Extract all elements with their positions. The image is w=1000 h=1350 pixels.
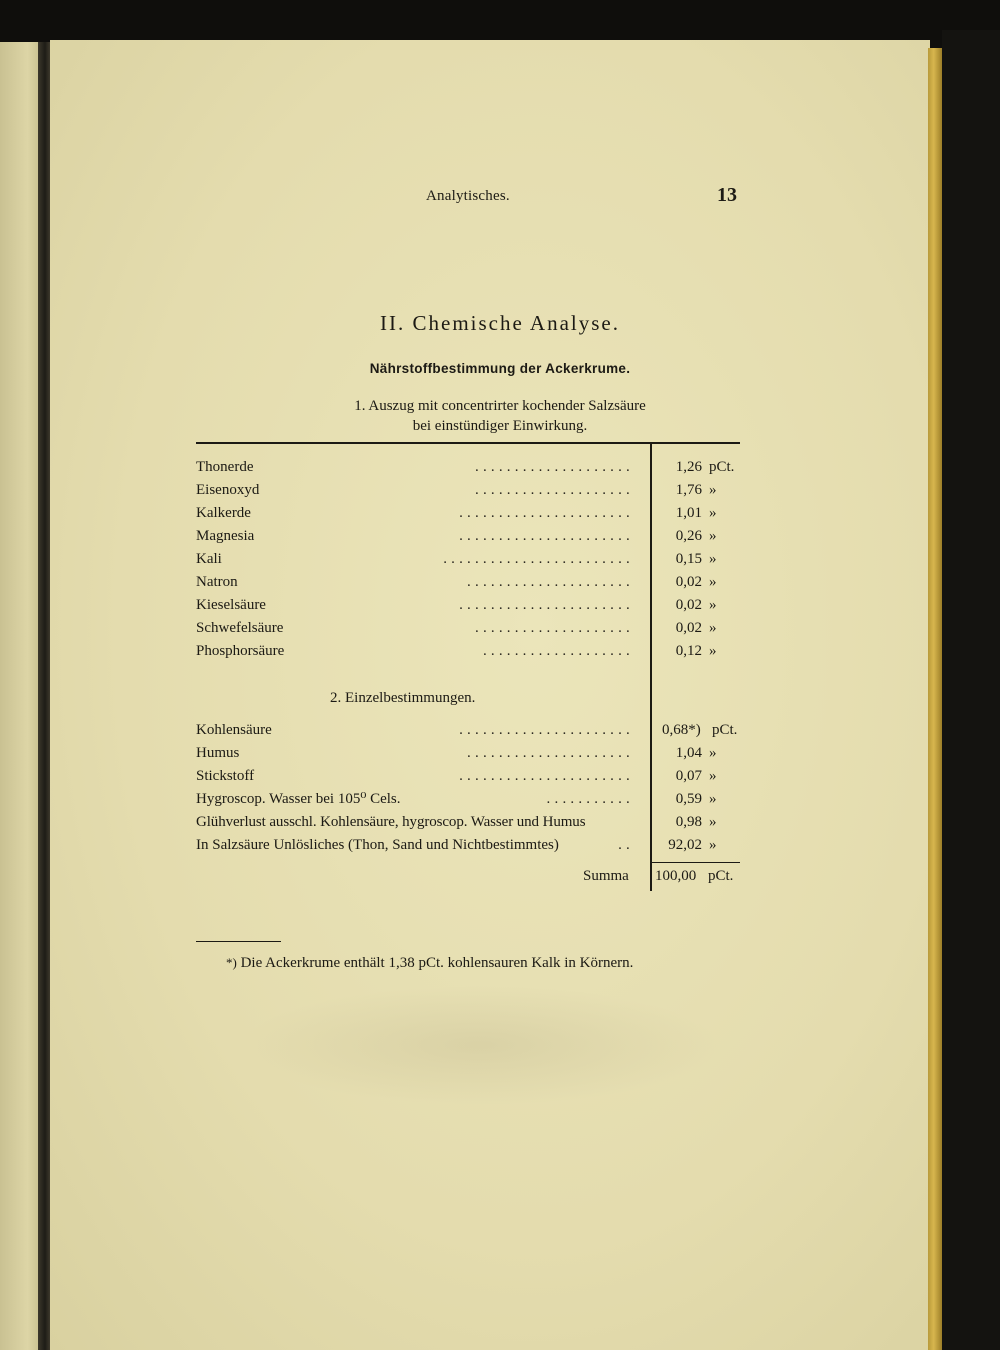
row-value: 1,76 (675, 482, 702, 498)
table-top-rule (196, 442, 740, 444)
row-label: Natron (196, 574, 238, 590)
row-unit: » (709, 791, 717, 807)
leader-dots: .................... (475, 459, 634, 475)
table-row (196, 456, 744, 478)
leader-dots: ...................... (459, 722, 634, 738)
row-unit: » (709, 574, 717, 590)
row-unit: » (709, 814, 717, 830)
page-number: 13 (717, 184, 737, 206)
table-row (196, 742, 744, 764)
part1-heading (0, 396, 1000, 436)
row-label: Magnesia (196, 528, 255, 544)
row-unit: » (709, 528, 717, 544)
book-cover (942, 30, 1000, 1350)
leader-dots: .. (618, 837, 634, 853)
table-row (196, 640, 744, 662)
row-label: Humus (196, 745, 240, 761)
table-row (196, 765, 744, 787)
part1-heading-line2: bei einstündiger Einwirkung. (412, 418, 588, 434)
row-label: Schwefelsäure (196, 620, 284, 636)
row-label: Stickstoff (196, 768, 255, 784)
row-label: Kali (196, 551, 222, 567)
table-row (196, 834, 744, 856)
footnote-text: Die Ackerkrume enthält 1,38 pCt. kohlensauren Kalk in Körnern. (240, 955, 634, 971)
table-row (196, 479, 744, 501)
row-unit: pCt. (712, 722, 738, 738)
section-subtitle: Nährstoffbestimmung der Ackerkrume. (369, 361, 631, 376)
row-value: 1,26 (675, 459, 702, 475)
leader-dots: .................... (475, 620, 634, 636)
row-label: Thonerde (196, 459, 254, 475)
section-title: II. Chemische Analyse. (380, 311, 620, 335)
part2-heading: 2. Einzelbestimmungen. (330, 690, 476, 706)
row-label: Phosphorsäure (196, 643, 285, 659)
table-row (196, 811, 744, 833)
leader-dots: ........................ (443, 551, 634, 567)
row-value: 0,12 (675, 643, 702, 659)
row-label: In Salzsäure Unlösliches (Thon, Sand und Nichtbestimmtes) (196, 837, 559, 853)
row-value: 0,07 (675, 768, 702, 784)
leader-dots: ........... (546, 791, 634, 807)
leader-dots: .................... (475, 482, 634, 498)
summa-value: 100,00 (655, 868, 697, 884)
row-unit: » (709, 745, 717, 761)
table-row (196, 594, 744, 616)
row-value: 0,68*) (662, 722, 701, 738)
row-label: Kieselsäure (196, 597, 266, 613)
leader-dots: ...................... (459, 597, 634, 613)
row-value: 0,02 (675, 574, 702, 590)
table-row (196, 548, 744, 570)
table-row (196, 719, 744, 741)
row-value: 1,04 (675, 745, 702, 761)
row-unit: » (709, 551, 717, 567)
leader-dots: ...................... (459, 505, 634, 521)
leader-dots: ..................... (467, 574, 634, 590)
row-value: 0,15 (675, 551, 702, 567)
leader-dots: ...................... (459, 768, 634, 784)
table-row (196, 502, 744, 524)
leader-dots: ...................... (459, 528, 634, 544)
summa-rule (650, 862, 740, 863)
table-row (196, 617, 744, 639)
footnote-marker: *) (226, 955, 237, 970)
row-label: Eisenoxyd (196, 482, 260, 498)
summa-unit: pCt. (708, 868, 734, 884)
row-unit: pCt. (709, 459, 735, 475)
table-row (196, 571, 744, 593)
footnote (226, 955, 633, 972)
row-value: 1,01 (675, 505, 702, 521)
row-value: 0,26 (675, 528, 702, 544)
bleed-through-shadow (240, 985, 720, 1105)
part1-heading-line1: 1. Auszug mit concentrirter kochender Salzsäure (354, 398, 646, 414)
table-row (196, 525, 744, 547)
row-value: 0,02 (675, 597, 702, 613)
row-unit: » (709, 482, 717, 498)
leader-dots: ..................... (467, 745, 634, 761)
book-page (50, 40, 930, 1350)
running-head: Analytisches. (426, 188, 510, 204)
gilt-page-edge (928, 48, 942, 1350)
row-label: Glühverlust ausschl. Kohlensäure, hygroscop. Wasser und Humus (196, 814, 586, 830)
row-label: Kohlensäure (196, 722, 272, 738)
leader-dots: ................... (482, 643, 634, 659)
row-value: 0,98 (675, 814, 702, 830)
footnote-rule (196, 941, 281, 942)
row-unit: » (709, 768, 717, 784)
row-value: 0,02 (675, 620, 702, 636)
table-row (196, 788, 744, 810)
row-label: Hygroscop. Wasser bei 105⁰ Cels. (196, 791, 401, 807)
row-value: 92,02 (668, 837, 702, 853)
summa-label: Summa (583, 868, 629, 884)
row-value: 0,59 (675, 791, 702, 807)
row-unit: » (709, 620, 717, 636)
row-unit: » (709, 643, 717, 659)
row-unit: » (709, 505, 717, 521)
row-label: Kalkerde (196, 505, 251, 521)
row-unit: » (709, 597, 717, 613)
row-unit: » (709, 837, 717, 853)
